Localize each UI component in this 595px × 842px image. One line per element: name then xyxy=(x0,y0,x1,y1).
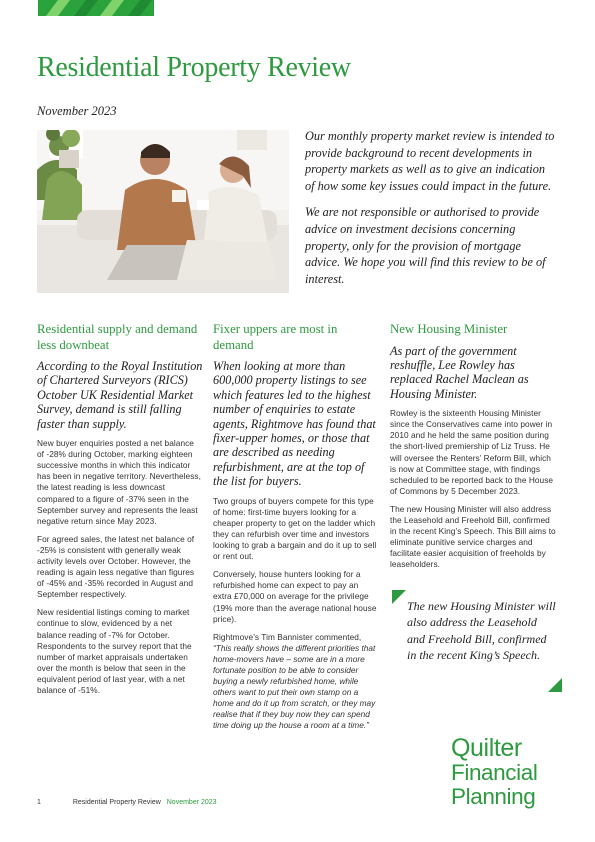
article-paragraph: Two groups of buyers compete for this type of home: first-time buyers looking for a cheaper property to get on the ladder which they can refurbish over time and investors looking to grab a bargain and do it up to sell or rent out. xyxy=(213,495,377,562)
pull-quote xyxy=(392,590,562,692)
page-footer xyxy=(37,799,225,806)
footer-date: November 2023 xyxy=(166,799,217,806)
footer-title: Residential Property Review xyxy=(72,799,161,806)
intro-text xyxy=(305,128,557,297)
article-paragraph: Conversely, house hunters looking for a refurbished home can expect to pay an extra £70,000 on average for the privilege (19% more than the average national house price). xyxy=(213,569,377,624)
quilter-logo xyxy=(451,736,571,810)
intro-paragraph: Our monthly property market review is intended to provide background to recent developments in property markets as well as to give an indication of how some key issues could impact in the future. xyxy=(305,129,555,193)
article-housing-minister xyxy=(390,322,556,577)
article-fixer-uppers xyxy=(213,322,379,732)
article-paragraph: New residential listings coming to market continue to slow, evidenced by a net balance reading of -7% for October. Respondents to the survey report that the number of market appraisals undertaken over the month is below that seen in the equivalent period of last year, with a net balance of -51%. xyxy=(37,607,192,695)
page-number: 1 xyxy=(37,799,41,806)
article-lead: According to the Royal Institution of Chartered Surveyors (RICS) October UK Residential Market Survey, demand is still falling faster than supply. xyxy=(37,359,203,431)
header-stripes xyxy=(38,0,154,16)
article-quote: “This really shows the different priorities that home-movers have – some are in a more fortunate position to be able to consider buying a newly refurbished home, while others want to put their own stamp on a home and do it up from scratch, or they may realise that if they buy now they can spend time doing up the house a room at a time.” xyxy=(213,642,376,731)
couple-photo xyxy=(37,130,289,293)
intro-paragraph: We are not responsible or authorised to provide advice on investment decisions concerning property, only for the provision of mortgage advice. We hope you will find this review to be of interest. xyxy=(305,205,546,286)
article-heading: Residential supply and demand less downbeat xyxy=(37,322,198,352)
issue-date: November 2023 xyxy=(37,104,117,118)
article-supply-demand xyxy=(37,322,203,703)
article-heading: Fixer uppers are most in demand xyxy=(213,322,338,352)
logo-line: Planning xyxy=(451,784,536,809)
page-title: Residential Property Review xyxy=(37,52,351,83)
article-lead: When looking at more than 600,000 property listings to see which features led to the highest number of enquiries to estate agents, Rightmove has found that fixer-upper homes, or those that are described as needing refurbishment, are at the top of the list for buyers. xyxy=(213,359,376,489)
article-paragraph: New buyer enquiries posted a net balance of -28% during October, marking eighteen successive months in which this indicator has been in negative territory. Nevertheless, the latest reading is less downcast compared to a figure of -37% seen in the September survey and represents the least negative return since May 2023. xyxy=(37,438,201,526)
logo-line: Financial xyxy=(451,759,538,785)
article-paragraph: Rowley is the sixteenth Housing Minister since the Conservatives came into power in 2010 and he held the same position during the short-lived premiership of Liz Truss. He will oversee the Renters’ Reform Bill, which is now at Committee stage, with findings scheduled to be reported back to the House of Commons by 5 December 2023. xyxy=(390,408,554,496)
article-heading: New Housing Minister xyxy=(390,322,508,336)
logo-line: Quilter xyxy=(451,734,522,762)
article-paragraph: Rightmove’s Tim Bannister commented, xyxy=(213,631,362,642)
article-paragraph: For agreed sales, the latest net balance of -25% is consistent with generally weak activity levels over October. However, the reading is again less negative than figures of -45% and -35% recorded in August and September respectively. xyxy=(37,533,195,600)
pull-quote-text: The new Housing Minister will also address the Leasehold and Freehold Bill, confirmed in the recent King’s Speech. xyxy=(407,599,556,662)
article-lead: As part of the government reshuffle, Lee Rowley has replaced Rachel Maclean as Housing Minister. xyxy=(390,343,529,401)
article-paragraph: The new Housing Minister will also address the Leasehold and Freehold Bill, confirmed in the recent King’s Speech. This Bill aims to eliminate punitive service charges and facilitate easier acquisition of freeholds by leaseholders. xyxy=(390,503,556,570)
